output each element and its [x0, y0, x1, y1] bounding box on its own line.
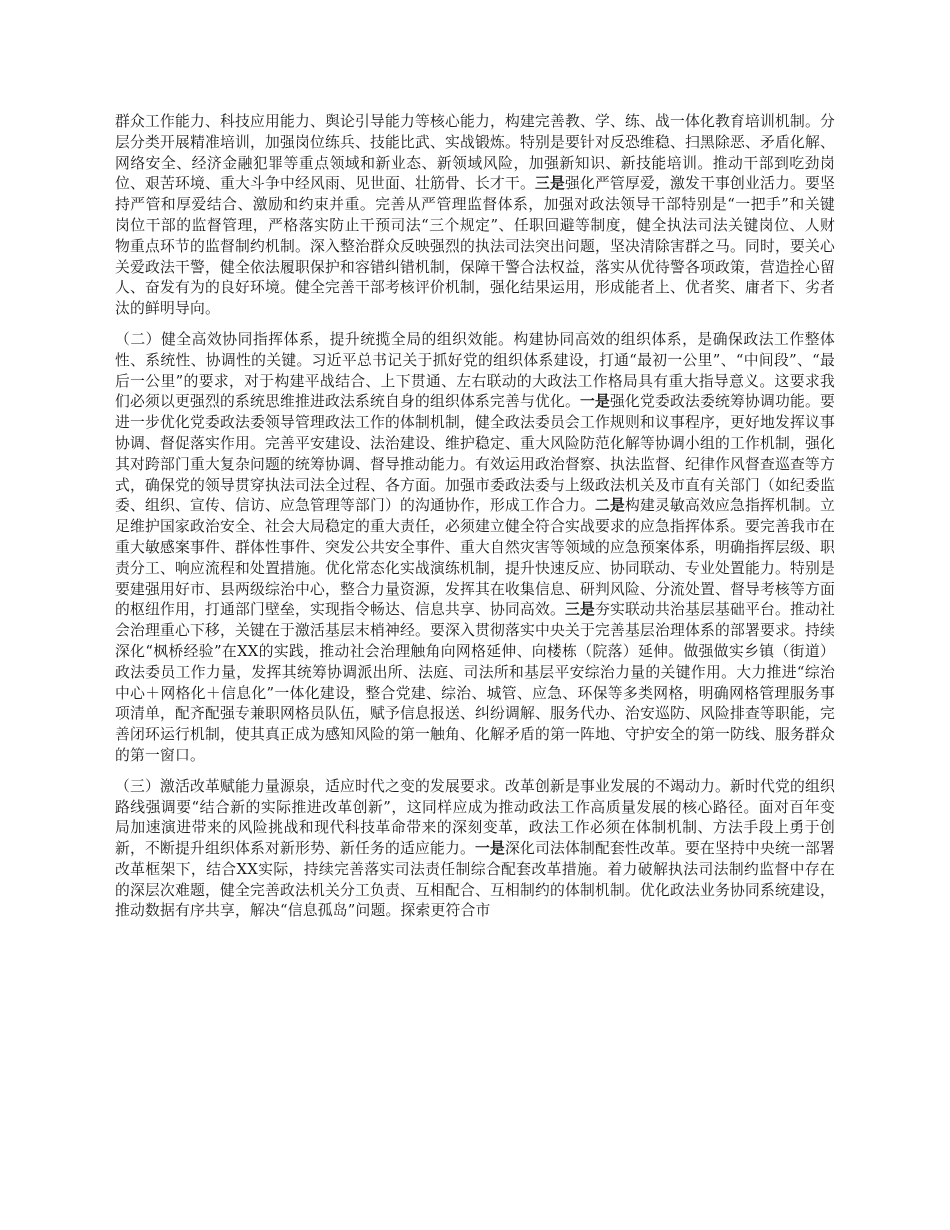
text-segment: 强化党委政法委统筹协调功能。要进一步优化党委政法委领导管理政法工作的体制机制，健全政法委员会工作规则和议事程序，更好地发挥议事协调、督促落实作用。完善平安建设、法治建设、维护稳定、重大风险防范化解等协调小组的工作机制，强化其对跨部门重大复杂问题的统筹协调、督导推动能力。有效运用政治督察、执法监督、纪律作风督查巡查等方式，确保党的领导贯穿执法司法全过程、各方面。加强市委政法委与上级政法机关及市直有关部门（如纪委监委、组织、宣传、信访、应急管理等部门）的沟通协作，形成工作合力。: [115, 393, 835, 515]
text-segment: 构建灵敏高效应急指挥机制。立足维护国家政治安全、社会大局稳定的重大责任，必须建立健全符合实战要求的应急指挥体系。要完善我市在重大敏感案事件、群体性事件、突发公共安全事件、重大自然灾害等领域的应急预案体系，明确指挥层级、职责分工、响应流程和处置措施。优化常态化实战演练机制，提升快速反应、协同联动、专业处置能力。特别是要建强用好市、县两级综治中心，整合力量资源，发挥其在收集信息、研判风险、分流处置、督导考核等方面的枢纽作用，打通部门壁垒，实现指令畅达、信息共享、协同高效。: [115, 497, 835, 619]
text-segment: 群众工作能力、科技应用能力、舆论引导能力等核心能力，构建完善教、学、练、战一体化教育培训机制。分层分类开展精准培训，加强岗位练兵、技能比武、实战锻炼。特别是要针对反恐维稳、扫黑除恶、矛盾化解、网络安全、经济金融犯罪等重点领域和新业态、新领域风险，加强新知识、新技能培训。推动干部到吃劲岗位、艰苦环境、重大斗争中经风雨、见世面、壮筋骨、长才干。: [115, 113, 835, 193]
bold-marker: 一是: [580, 393, 610, 411]
paragraph-2: [115, 330, 835, 767]
paragraph-3: [115, 777, 835, 923]
text-segment: 深化司法体制配套性改革。要在坚持中央统一部署改革框架下，结合XX实际，持续完善落实司法责任制综合配套改革措施。着力破解执法司法制约监督中存在的深层次难题，健全完善政法机关分工负责、互相配合、互相制约的体制机制。优化政法业务协同系统建设，推动数据有序共享，解决“信息孤岛”问题。探索更符合市: [115, 840, 835, 920]
bold-marker: 一是: [475, 840, 505, 858]
bold-marker: 三是: [565, 601, 595, 619]
paragraph-1: [115, 112, 835, 320]
bold-marker: 二是: [595, 497, 625, 515]
bold-marker: 三是: [535, 175, 565, 193]
text-segment: 夯实联动共治基层基础平台。推动社会治理重心下移，关键在于激活基层末梢神经。要深入贯彻落实中央关于完善基层治理体系的部署要求。持续深化“枫桥经验”在XX的实践，推动社会治理触角向网格延伸、向楼栋（院落）延伸。做强做实乡镇（街道）政法委员工作力量，发挥其统筹协调派出所、法庭、司法所和基层平安综治力量的关键作用。大力推进“综治中心＋网格化＋信息化”一体化建设，整合党建、综治、城管、应急、环保等多类网格，明确网格管理服务事项清单，配齐配强专兼职网格员队伍，赋予信息报送、纠纷调解、服务代办、治安巡防、风险排查等职能，完善闭环运行机制，使其真正成为感知风险的第一触角、化解矛盾的第一阵地、守护安全的第一防线、服务群众的第一窗口。: [115, 601, 835, 764]
document-page: [115, 112, 835, 922]
text-segment: （三）激活改革赋能力量源泉，适应时代之变的发展要求。改革创新是事业发展的不竭动力。新时代党的组织路线强调要“结合新的实际推进改革创新”，这同样应成为推动政法工作高质量发展的核心路径。面对百年变局加速演进带来的风险挑战和现代科技革命带来的深刻变革，政法工作必须在体制机制、方法手段上勇于创新，不断提升组织体系对新形势、新任务的适应能力。: [115, 777, 835, 858]
text-segment: 强化严管厚爱，激发干事创业活力。要坚持严管和厚爱结合、激励和约束并重。完善从严管理监督体系，加强对政法领导干部特别是“一把手”和关键岗位干部的监督管理，严格落实防止干预司法“三个规定”、任职回避等制度，健全执法司法关键岗位、人财物重点环节的监督制约机制。深入整治群众反映强烈的执法司法突出问题，坚决清除害群之马。同时，要关心关爱政法干警，健全依法履职保护和容错纠错机制，保障干警合法权益，落实从优待警各项政策，营造拴心留人、奋发有为的良好环境。健全完善干部考核评价机制，强化结果运用，形成能者上、优者奖、庸者下、劣者汰的鲜明导向。: [115, 175, 835, 318]
text-segment: （二）健全高效协同指挥体系，提升统揽全局的组织效能。构建协同高效的组织体系，是确保政法工作整体性、系统性、协调性的关键。习近平总书记关于抓好党的组织体系建设，打通“最初一公里”、“中间段”、“最后一公里”的要求，对于构建平战结合、上下贯通、左右联动的大政法工作格局具有重大指导意义。这要求我们必须以更强烈的系统思维推进政法系统自身的组织体系完善与优化。: [115, 330, 835, 411]
